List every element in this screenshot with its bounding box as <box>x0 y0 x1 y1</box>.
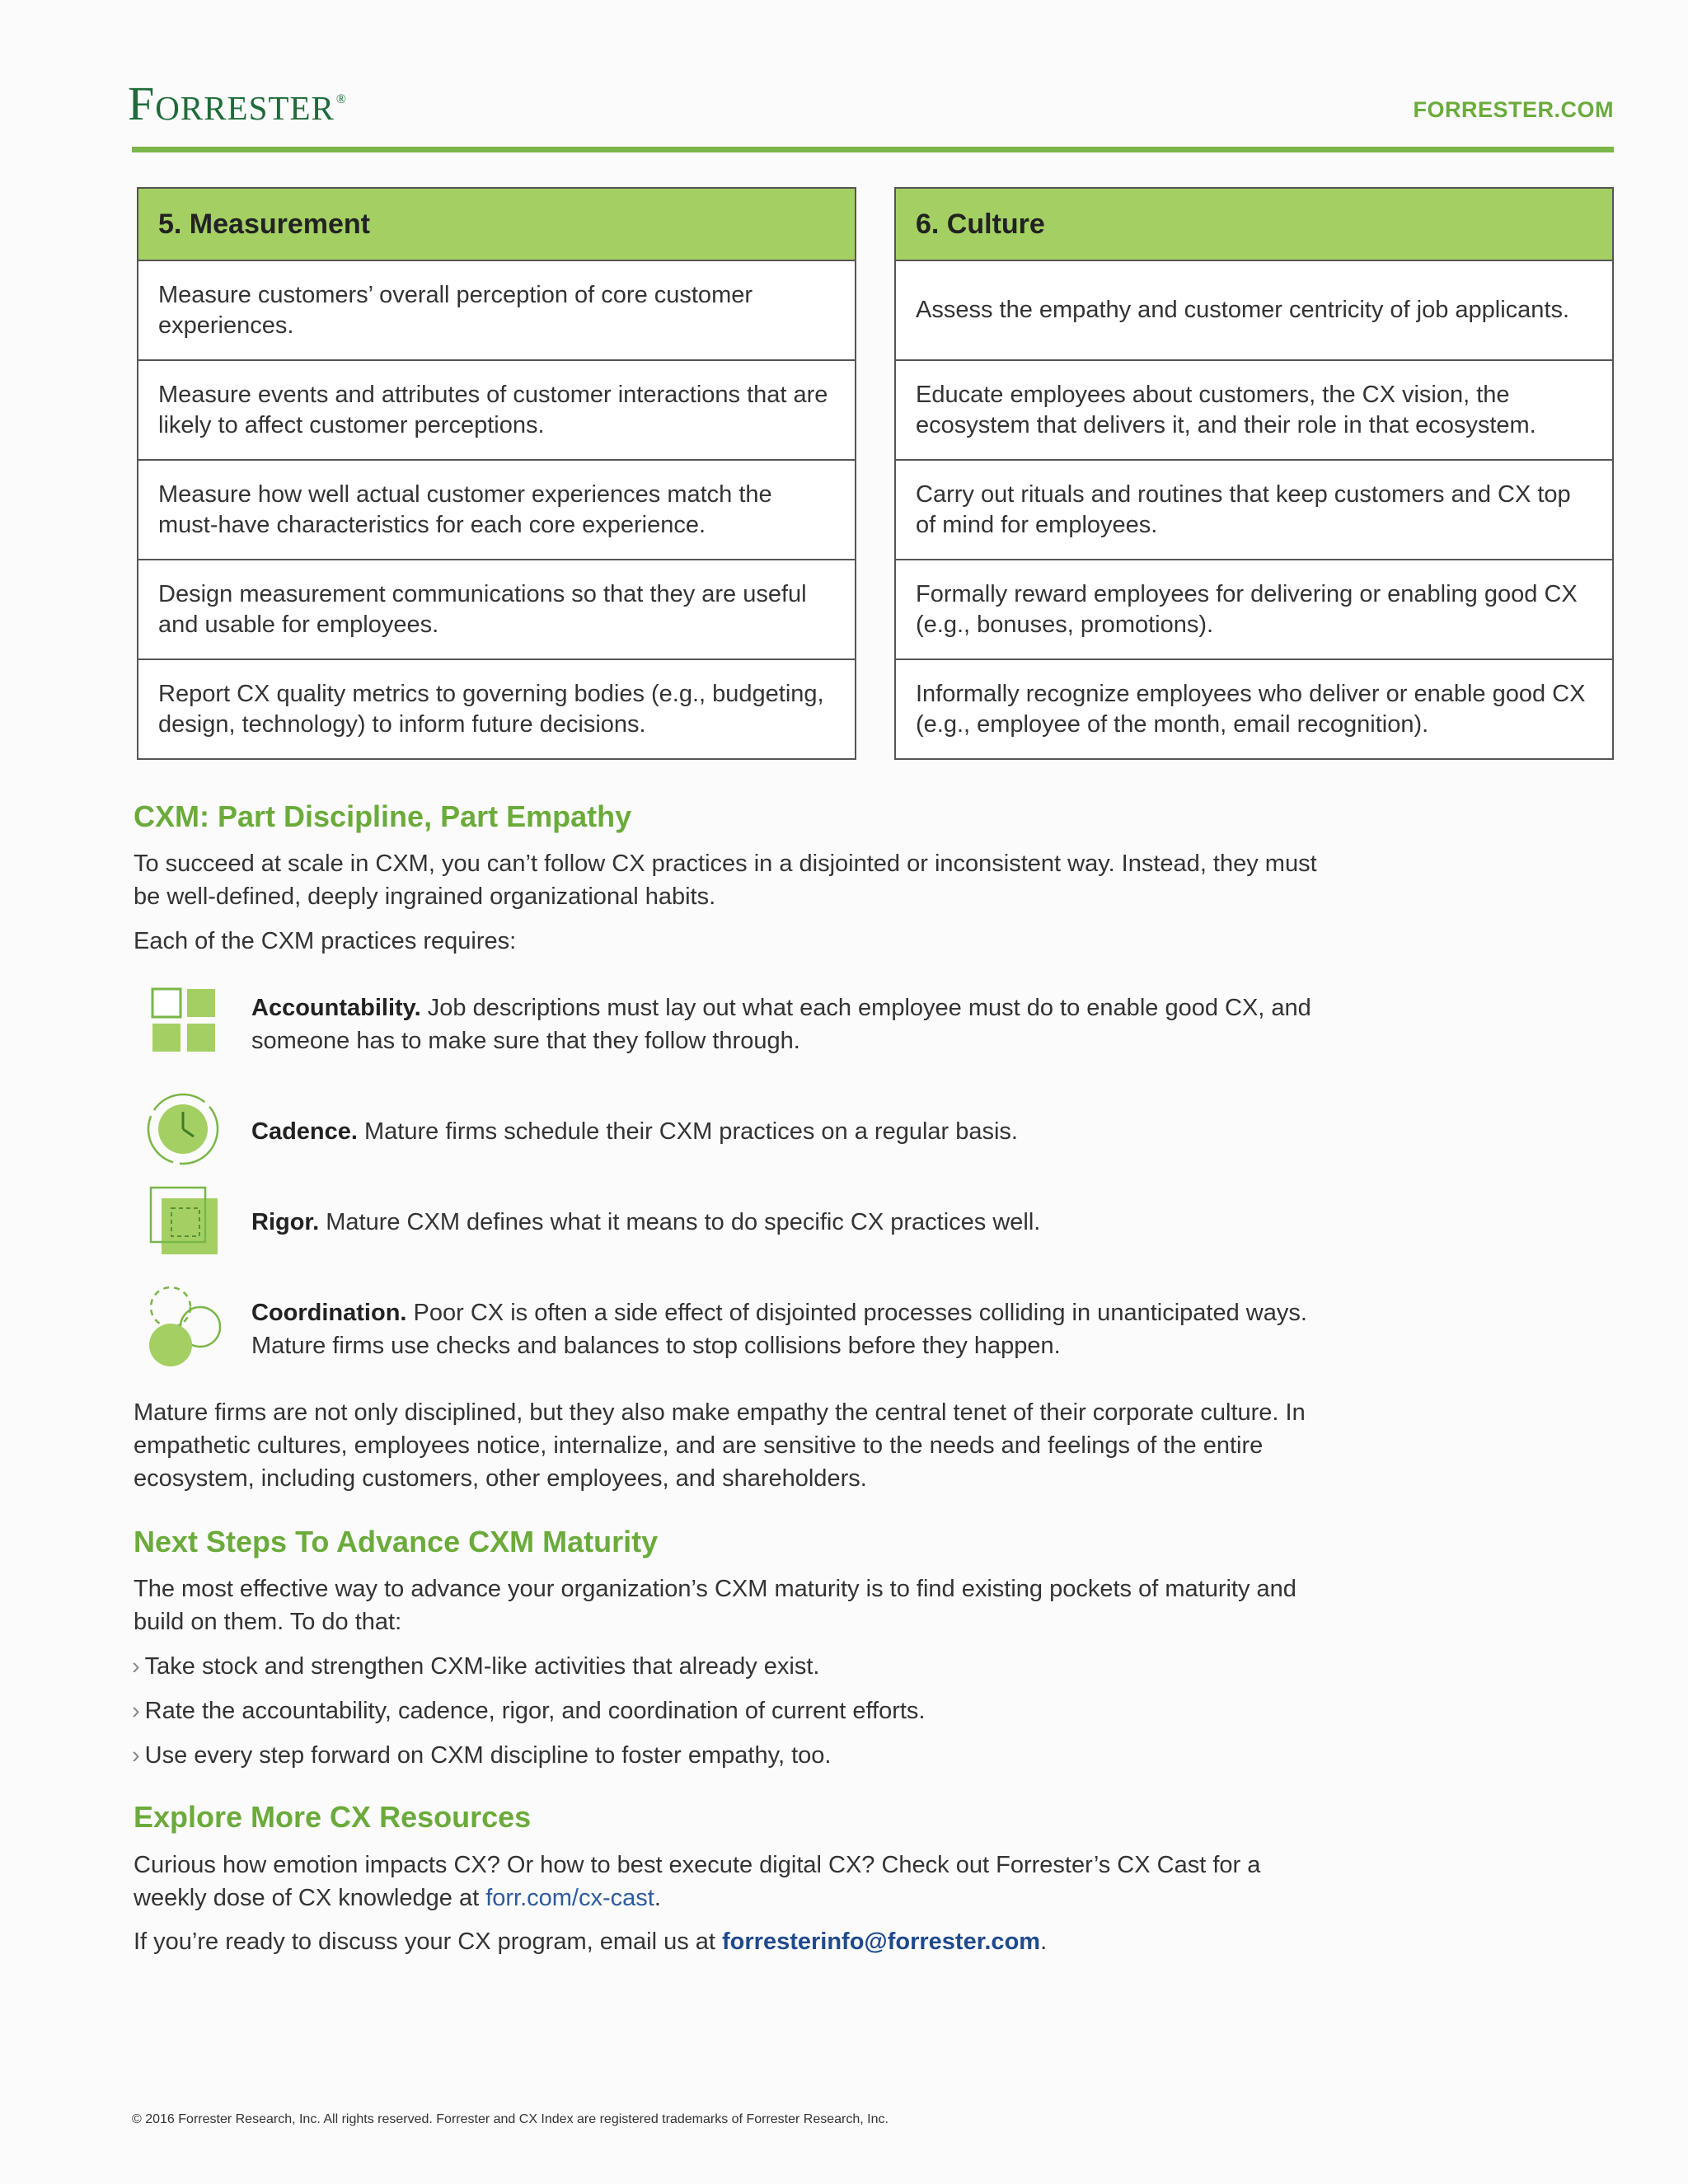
next-steps-heading: Next Steps To Advance CXM Maturity <box>134 1525 659 1558</box>
requirement-term: Coordination. <box>251 1300 407 1326</box>
logo-text: Forrester <box>128 77 335 130</box>
explore-paragraph-1 <box>134 1849 1320 1915</box>
cxm-intro: To succeed at scale in CXM, you can’t follow CX practices in a disjointed or inconsistent way. Instead, they must be well-defined, deeply ingrained organizational habits. <box>134 851 1317 910</box>
requirement-text: Mature firms schedule their CXM practices on a regular basis. <box>357 1118 1018 1145</box>
requirement-term: Cadence. <box>251 1118 358 1145</box>
explore-text: Curious how emotion impacts CX? Or how to best execute digital CX? Check out Forrester’s CX Cast for a weekly dose of CX knowledge at <box>134 1852 1261 1911</box>
requirement-term: Accountability. <box>251 995 421 1021</box>
culture-table <box>894 187 1614 760</box>
requirement-coordination <box>251 1296 1323 1362</box>
table-row: Formally reward employees for delivering or enabling good CX (e.g., bonuses, promotions). <box>896 560 1612 660</box>
header-divider <box>132 147 1614 152</box>
requirement-rigor <box>251 1206 1323 1239</box>
copyright-footer: © 2016 Forrester Research, Inc. All rights reserved. Forrester and CX Index are registered trademarks of Forrester Research, Inc. <box>132 2112 889 2126</box>
explore-text-end: . <box>1040 1929 1048 1955</box>
table-row: Design measurement communications so that they are useful and usable for employees. <box>138 560 855 660</box>
table-row: Assess the empathy and customer centricity of job applicants. <box>896 261 1612 361</box>
next-steps-intro: The most effective way to advance your organization’s CXM maturity is to find existing pockets of maturity and build on them. To do that: <box>134 1576 1296 1635</box>
table-row: Measure customers’ overall perception of core customer experiences. <box>138 261 855 361</box>
table-row: Measure how well actual customer experiences match the must-have characteristics for each core experience. <box>138 461 855 560</box>
explore-text-end: . <box>654 1885 661 1911</box>
explore-paragraph-2 <box>134 1925 1320 1958</box>
logo-registered-mark: ® <box>335 91 347 106</box>
table-row: Report CX quality metrics to governing bodies (e.g., budgeting, design, technology) to inform future decisions. <box>158 680 824 738</box>
list-item <box>132 1739 831 1772</box>
email-link[interactable]: forresterinfo@forrester.com <box>722 1929 1041 1955</box>
culture-table-title: 6. Culture <box>896 189 1612 261</box>
site-link[interactable]: FORRESTER.COM <box>1413 97 1614 122</box>
chevron-right-icon: › <box>132 1742 140 1769</box>
requirement-text: Job descriptions must lay out what each employee must do to enable good CX, and someone has to make sure that they follow through. <box>251 995 1311 1054</box>
table-row: Measure events and attributes of customer interactions that are likely to affect customer perceptions. <box>138 361 855 461</box>
list-item-text: Rate the accountability, cadence, rigor, and coordination of current efforts. <box>144 1698 926 1724</box>
cx-cast-link[interactable]: forr.com/cx-cast <box>485 1885 654 1911</box>
accountability-grid-icon <box>151 987 217 1053</box>
coordination-circles-icon <box>146 1286 228 1368</box>
chevron-right-icon: › <box>132 1653 140 1680</box>
cadence-clock-icon <box>144 1090 222 1168</box>
table-row: Informally recognize employees who deliver or enable good CX (e.g., employee of the month, email recognition). <box>916 680 1586 738</box>
cxm-heading: CXM: Part Discipline, Part Empathy <box>134 799 632 833</box>
chevron-right-icon: › <box>132 1698 140 1724</box>
requirement-text: Mature CXM defines what it means to do specific CX practices well. <box>319 1209 1041 1235</box>
requirement-text: Poor CX is often a side effect of disjointed processes colliding in unanticipated ways. Mature firms use checks and balances to stop collisions before they happen. <box>251 1300 1307 1359</box>
explore-text: If you’re ready to discuss your CX program, email us at <box>134 1929 723 1955</box>
list-item <box>132 1694 926 1727</box>
rigor-square-icon <box>148 1185 221 1258</box>
list-item <box>132 1650 819 1683</box>
cxm-closing: Mature firms are not only disciplined, but they also make empathy the central tenet of their corporate culture. In empathetic cultures, employees notice, internalize, and are sensitive to the needs and feelings of the entire ecosystem, including customers, other employees, and shareholders. <box>134 1399 1306 1492</box>
list-item-text: Use every step forward on CXM discipline to foster empathy, too. <box>144 1742 832 1769</box>
requirement-accountability <box>251 991 1323 1057</box>
measurement-table-title: 5. Measurement <box>138 189 855 261</box>
list-item-text: Take stock and strengthen CXM-like activities that already exist. <box>144 1653 820 1680</box>
table-row: Carry out rituals and routines that keep customers and CX top of mind for employees. <box>896 461 1612 560</box>
requirement-term: Rigor. <box>251 1209 320 1235</box>
cxm-lead: Each of the CXM practices requires: <box>134 928 517 954</box>
requirement-cadence <box>251 1115 1323 1148</box>
table-row: Educate employees about customers, the CX vision, the ecosystem that delivers it, and their role in that ecosystem. <box>896 361 1612 461</box>
measurement-table <box>137 187 856 760</box>
forrester-logo <box>128 76 347 131</box>
explore-heading: Explore More CX Resources <box>134 1800 532 1834</box>
